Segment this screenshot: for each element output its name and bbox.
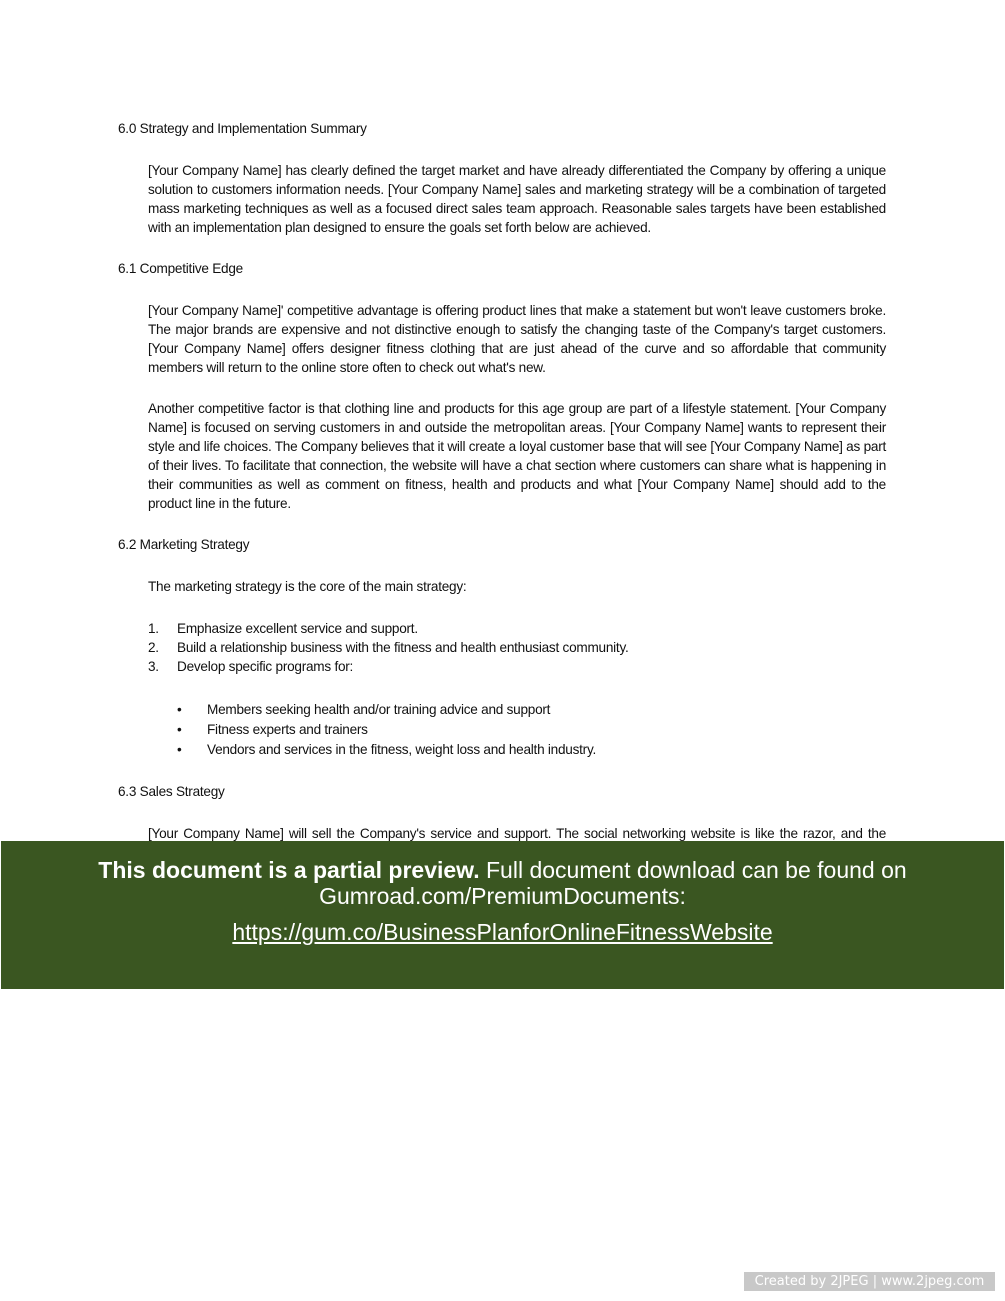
list-text: Emphasize excellent service and support. [177, 621, 418, 636]
paragraph: The marketing strategy is the core of the main strategy: [148, 579, 467, 594]
bullet-list-item [177, 740, 596, 759]
bullet-icon: • [177, 702, 182, 717]
paragraph: [Your Company Name]' competitive advantage is offering product lines that make a statement but won't leave customers broke. The major brands are expensive and not distinctive enough to satisfy the changing taste of the Company's target customers. [Your Company Name] offers designer fitness clothing that are just ahead of the curve and so affordable that community members will return to the online store often to check out what's new. [148, 303, 886, 375]
bullet-list-item [177, 700, 550, 719]
paragraph: [Your Company Name] will sell the Company's service and support. The social networking website is like the razor, and the [148, 826, 886, 841]
banner-rest-text: Full document download can be found on Gumroad.com/PremiumDocuments: [319, 857, 907, 909]
section-heading-6-0: 6.0 Strategy and Implementation Summary [118, 121, 367, 136]
banner-text [1, 841, 1004, 909]
section-heading-6-3: 6.3 Sales Strategy [118, 784, 225, 799]
list-text: Members seeking health and/or training advice and support [207, 702, 551, 717]
list-number: 2. [148, 640, 159, 655]
bullet-icon: • [177, 742, 182, 757]
section-heading-6-1: 6.1 Competitive Edge [118, 261, 243, 276]
list-text: Vendors and services in the fitness, weight loss and health industry. [207, 742, 597, 757]
paragraph: [Your Company Name] has clearly defined the target market and have already differentiated the Company by offering a unique solution to customers information needs. [Your Company Name] sales and marketing strategy will be a combination of targeted mass marketing techniques as well as a focused direct sales team approach. Reasonable sales targets have been established with an implementation plan designed to ensure the goals set forth below are achieved. [148, 163, 886, 235]
download-link[interactable]: https://gum.co/BusinessPlanforOnlineFitnessWebsite [232, 919, 773, 945]
preview-banner [1, 841, 1004, 989]
numbered-list-item [148, 657, 353, 676]
list-text: Develop specific programs for: [177, 659, 354, 674]
list-text: Build a relationship business with the fitness and health enthusiast community. [177, 640, 629, 655]
list-number: 1. [148, 621, 159, 636]
watermark: Created by 2JPEG | www.2jpeg.com [744, 1272, 995, 1291]
paragraph: Another competitive factor is that clothing line and products for this age group are part of a lifestyle statement. [Your Company Name] is focused on serving customers in and outside the metropolitan areas. [Your Company Name] wants to represent their style and life choices. The Company believes that it will create a loyal customer base that will see [Your Company Name] as part of their lives. To facilitate that connection, the website will have a chat section where customers can share what is happening in their communities as well as comment on fitness, health and products and what [Your Company Name] should add to the product line in the future. [148, 401, 886, 511]
list-text: Fitness experts and trainers [207, 722, 368, 737]
banner-bold-text: This document is a partial preview. [98, 857, 480, 883]
bullet-icon: • [177, 722, 182, 737]
section-heading-6-2: 6.2 Marketing Strategy [118, 537, 250, 552]
list-number: 3. [148, 659, 159, 674]
bullet-list-item [177, 720, 368, 739]
numbered-list-item [148, 638, 629, 657]
numbered-list-item [148, 619, 418, 638]
